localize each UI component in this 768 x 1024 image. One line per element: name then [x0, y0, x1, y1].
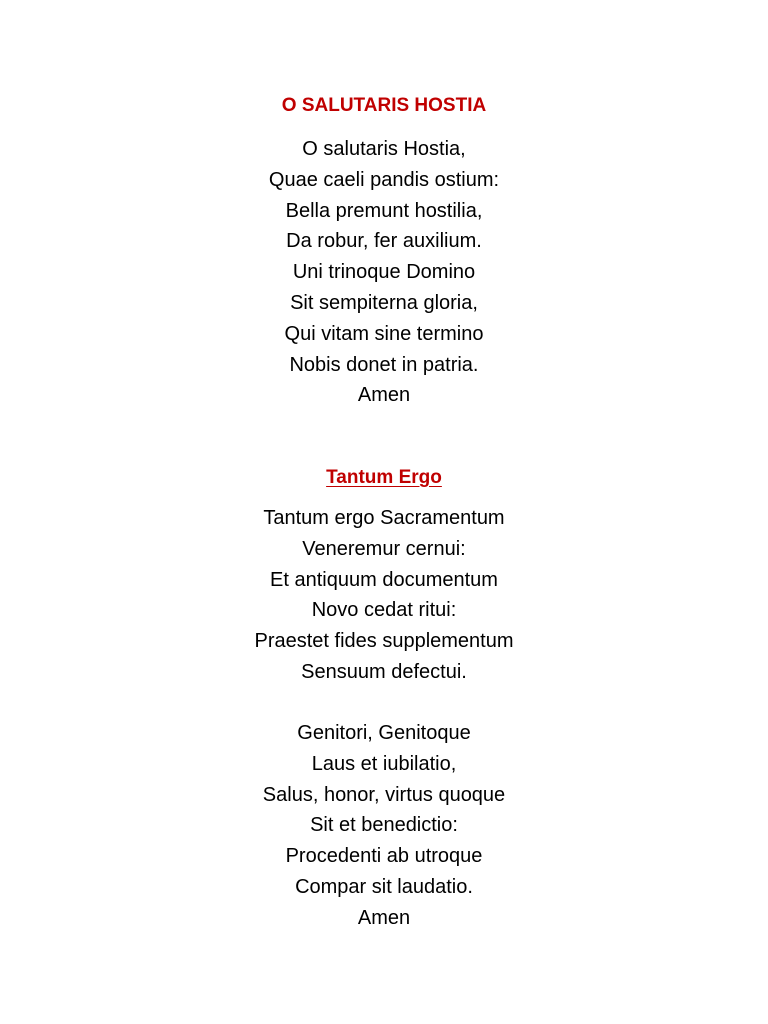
verse-line: Tantum ergo Sacramentum	[263, 507, 505, 529]
verse-line: Bella premunt hostilia,	[285, 199, 483, 222]
hymn-title-tantum-ergo: Tantum Ergo	[326, 467, 442, 488]
verse-line: Quae caeli pandis ostium:	[268, 168, 500, 191]
stanza-tantum-ergo-2	[0, 718, 768, 934]
verse-line-amen: Amen	[357, 906, 411, 929]
verse-line-amen: Amen	[357, 384, 411, 407]
stanza-tantum-ergo-1	[0, 503, 768, 688]
verse-line: Qui vitam sine termino	[284, 322, 484, 345]
verse-line: Sensuum defectui.	[301, 660, 467, 683]
verse-line: Et antiquum documentum	[270, 568, 498, 591]
verse-line: Praestet fides supplementum	[254, 630, 514, 653]
verse-line: Procedenti ab utroque	[285, 845, 483, 868]
verse-line: Veneremur cernui:	[302, 537, 466, 560]
verse-line: Sit sempiterna gloria,	[290, 291, 478, 314]
verse-line: Laus et iubilatio,	[311, 752, 457, 775]
stanza-o-salutaris	[0, 134, 768, 411]
verse-line: Nobis donet in patria.	[289, 353, 479, 376]
verse-line: Sit et benedictio:	[310, 814, 458, 837]
hymn-title-o-salutaris: O SALUTARIS HOSTIA	[281, 95, 487, 116]
verse-line: Salus, honor, virtus quoque	[262, 783, 506, 806]
verse-line: Compar sit laudatio.	[295, 875, 473, 898]
verse-line: Da robur, fer auxilium.	[286, 230, 482, 253]
verse-line: Genitori, Genitoque	[297, 722, 471, 744]
verse-line: O salutaris Hostia,	[302, 138, 466, 160]
verse-line: Uni trinoque Domino	[292, 261, 476, 284]
verse-line: Novo cedat ritui:	[311, 599, 457, 622]
